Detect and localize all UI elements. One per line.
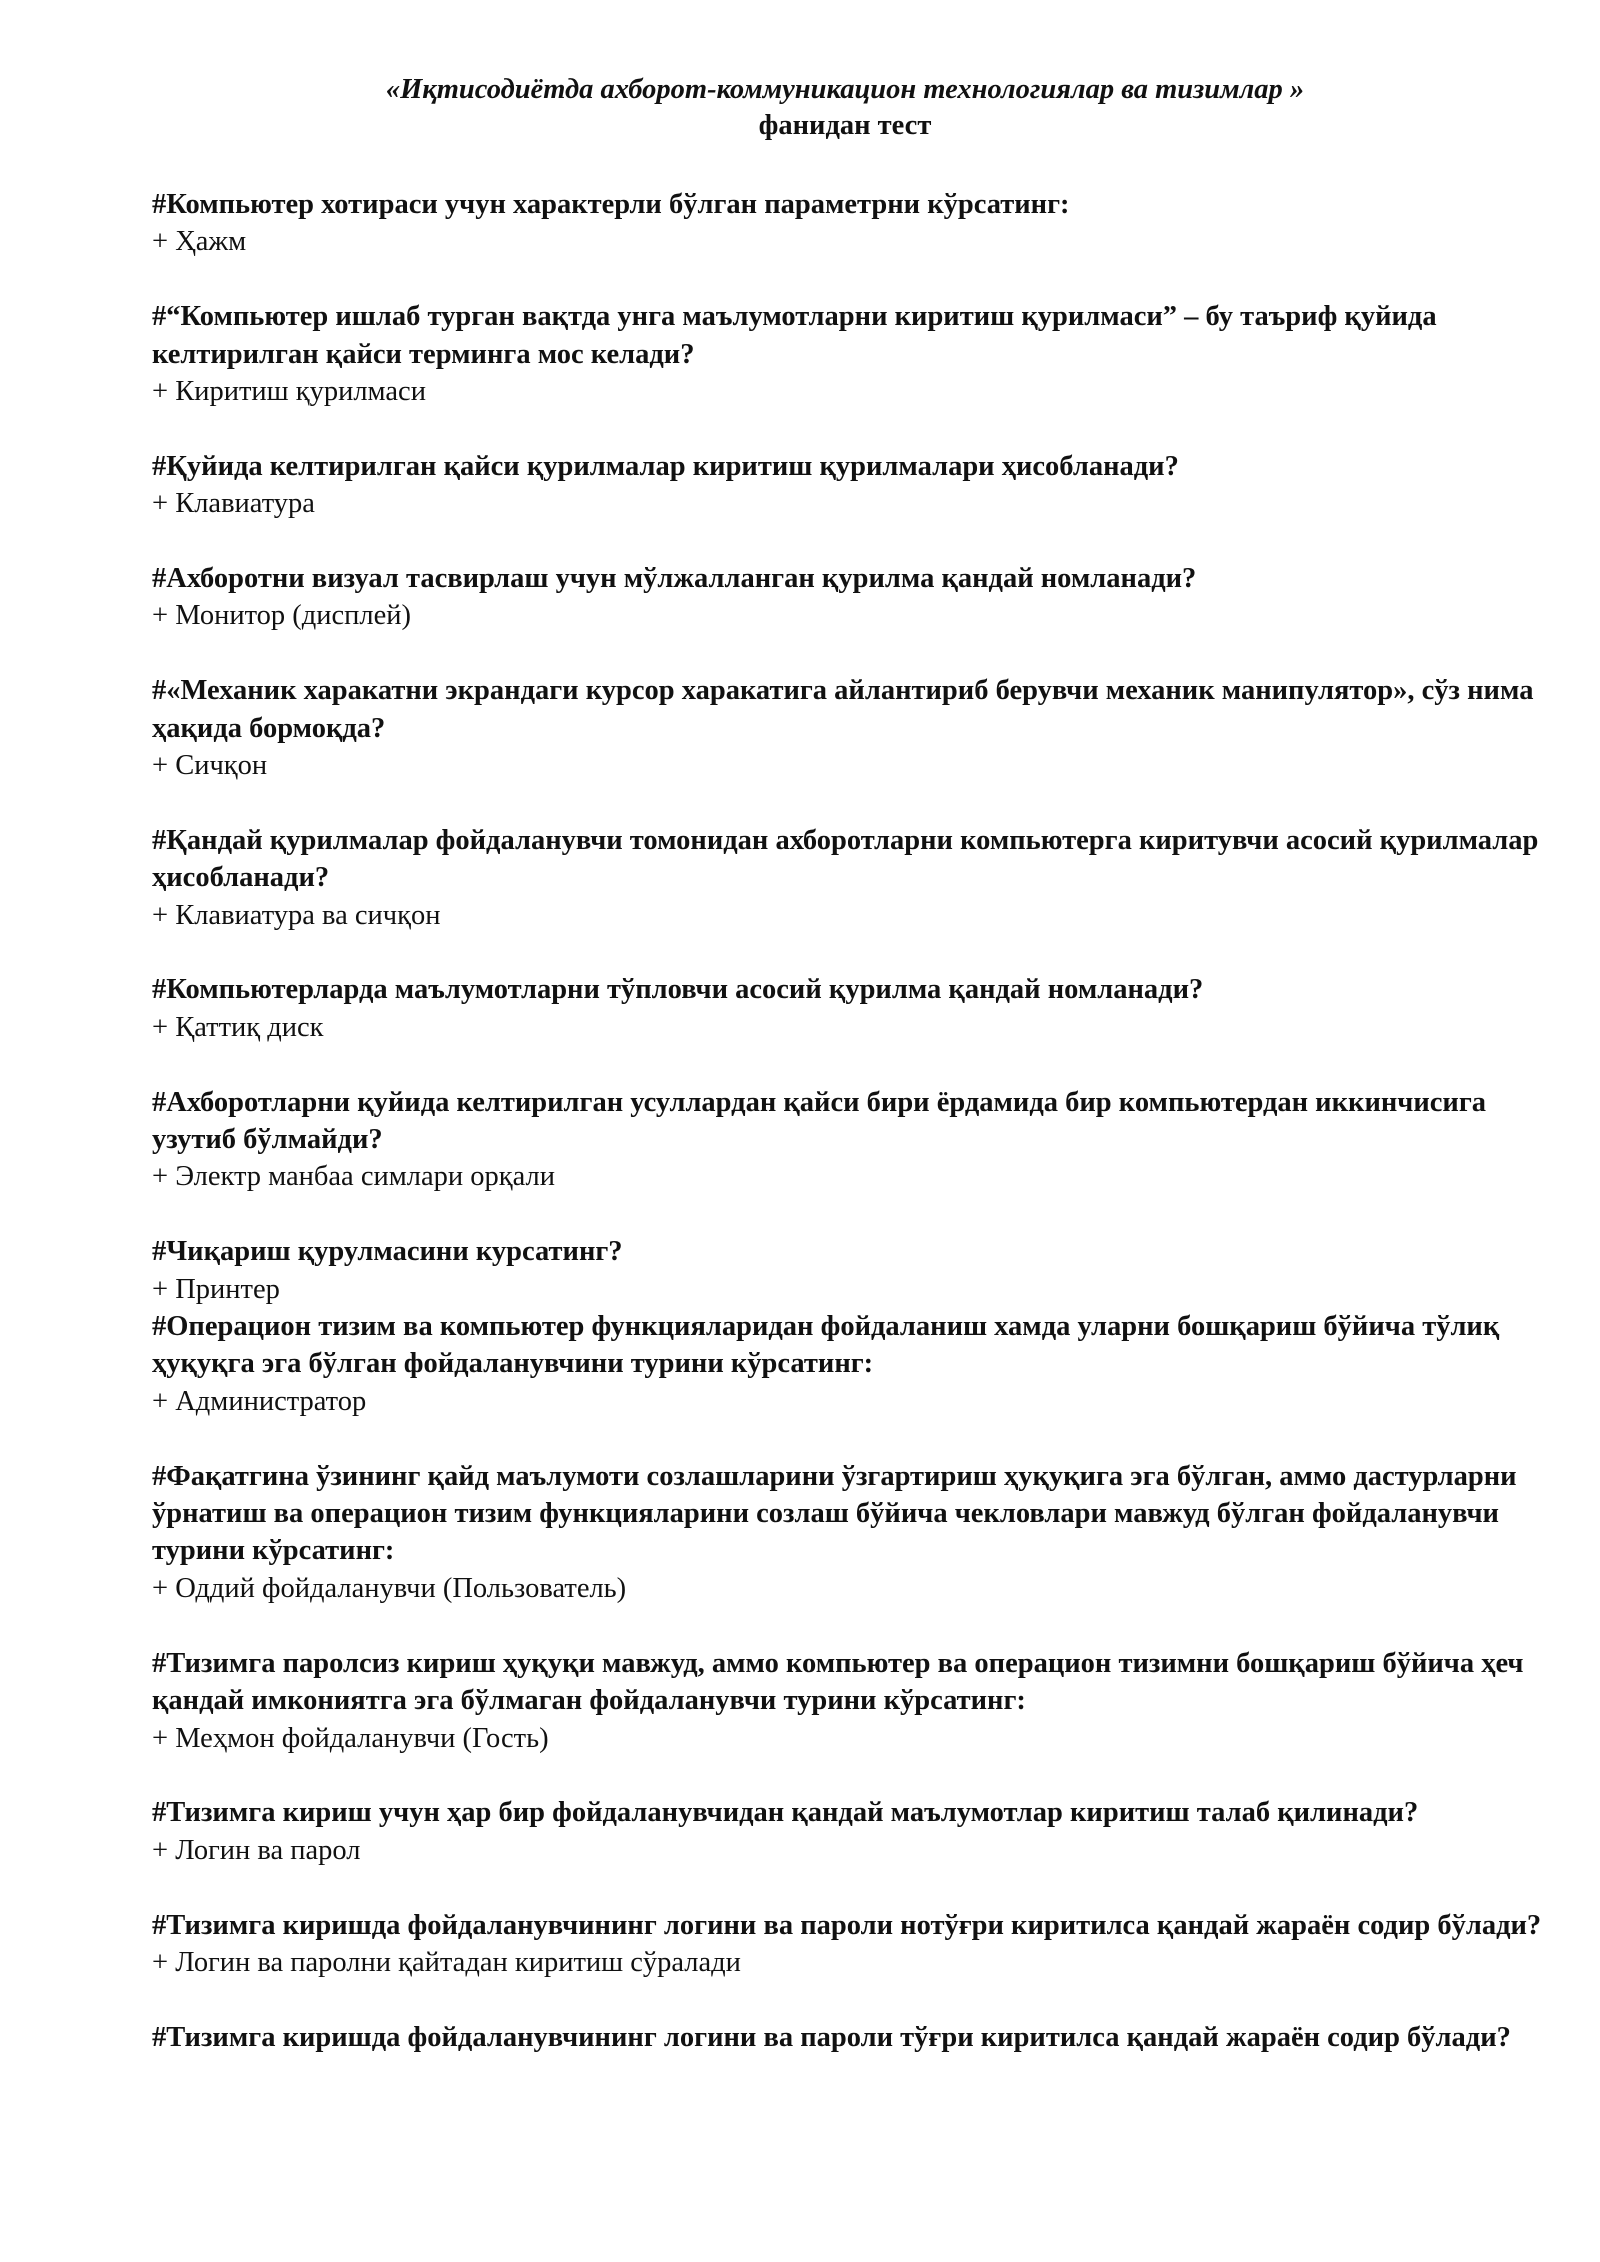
question-text: #Компьютер хотираси учун характерли бўлган параметрни кўрсатинг: <box>152 189 1070 220</box>
question-item-9 <box>152 1233 1542 1308</box>
question-item-14 <box>152 1907 1542 1982</box>
question-text: #Фақатгина ўзининг қайд маълумоти созлашларини ўзгартириш ҳуқуқига эга бўлган, аммо дастурларни ўрнатиш ва операцион тизим функцияларини созлаш бўйича чекловлари мавжуд бўлган фойдаланувчи турини кўрсатинг: <box>152 1460 1517 1567</box>
question-item-12 <box>152 1645 1542 1757</box>
question-text: #“Компьютер ишлаб турган вақтда унга маълумотларни киритиш қурилмаси” – бу таъриф қуйида келтирилган қайси терминга мос келади? <box>152 301 1437 370</box>
answer-text: + Принтер <box>152 1273 280 1305</box>
question-text: #Чиқариш қурулмасини курсатинг? <box>152 1236 623 1268</box>
question-item-6 <box>152 822 1542 934</box>
document-subtitle: фанидан тест <box>758 110 932 141</box>
question-text: #Қуйида келтирилган қайси қурилмалар киритиш қурилмалари ҳисобланади? <box>152 450 1179 482</box>
question-item-4 <box>152 560 1542 635</box>
answer-text: + Администратор <box>152 1385 367 1417</box>
document-title: «Иқтисодиётда ахборот-коммуникацион технологиялар ва тизимлар » <box>385 74 1305 105</box>
document-header <box>150 72 1540 144</box>
answer-text: + Логин ва паролни қайтадан киритиш сўралади <box>152 1946 741 1978</box>
answer-text: + Сичқон <box>152 750 268 782</box>
answer-text: + Логин ва парол <box>152 1834 361 1866</box>
answer-text: + Электр манбаа симлари орқали <box>152 1161 555 1193</box>
question-text: #Тизимга кириш учун ҳар бир фойдаланувчидан қандай маълумотлар киритиш талаб қилинади? <box>152 1797 1419 1829</box>
question-item-1 <box>152 186 1542 261</box>
question-item-3 <box>152 448 1542 523</box>
answer-text: + Клавиатура ва сичқон <box>152 899 441 931</box>
question-text: #Тизимга киришда фойдаланувчининг логини ва пароли нотўғри киритилса қандай жараён содир бўлади? <box>152 1909 1542 1941</box>
question-item-5 <box>152 672 1542 784</box>
question-item-7 <box>152 971 1542 1046</box>
question-text: #Ахборотни визуал тасвирлаш учун мўлжалланган қурилма қандай номланади? <box>152 563 1197 595</box>
question-item-2 <box>152 298 1542 410</box>
question-item-8 <box>152 1084 1542 1196</box>
question-item-15 <box>152 2019 1542 2056</box>
answer-text: + Ҳажм <box>152 226 247 258</box>
question-list <box>152 186 1542 2056</box>
question-text: #Қандай қурилмалар фойдаланувчи томонидан ахборотларни компьютерга киритувчи асосий қурилмалар ҳисобланади? <box>152 824 1539 894</box>
answer-text: + Монитор (дисплей) <box>152 600 412 632</box>
answer-text: + Қаттиқ диск <box>152 1011 324 1043</box>
question-text: #Ахборотларни қуйида келтирилган усуллардан қайси бири ёрдамида бир компьютердан иккинчисига узутиб бўлмайди? <box>152 1086 1487 1156</box>
question-item-11 <box>152 1458 1542 1608</box>
answer-text: + Киритиш қурилмаси <box>152 376 426 408</box>
question-text: #«Механик харакатни экрандаги курсор харакатига айлантириб берувчи механик манипулятор», сўз нима ҳақида бормоқда? <box>152 675 1534 744</box>
answer-text: + Клавиатура <box>152 488 315 520</box>
question-text: #Компьютерларда маълумотларни тўпловчи асосий қурилма қандай номланади? <box>152 974 1204 1006</box>
question-item-13 <box>152 1794 1542 1869</box>
question-text: #Тизимга киришда фойдаланувчининг логини ва пароли тўғри киритилса қандай жараён содир бўлади? <box>152 2021 1511 2053</box>
question-item-10 <box>152 1308 1542 1420</box>
answer-text: + Меҳмон фойдаланувчи (Гость) <box>152 1722 549 1754</box>
question-text: #Тизимга паролсиз кириш ҳуқуқи мавжуд, аммо компьютер ва операцион тизимни бошқариш бўйича ҳеч қандай имкониятга эга бўлмаган фойдаланувчи турини кўрсатинг: <box>152 1647 1524 1717</box>
question-text: #Операцион тизим ва компьютер функцияларидан фойдаланиш хамда уларни бошқариш бўйича тўлиқ ҳуқуқга эга бўлган фойдаланувчини турини кўрсатинг: <box>152 1311 1500 1380</box>
answer-text: + Оддий фойдаланувчи (Пользователь) <box>152 1572 627 1604</box>
